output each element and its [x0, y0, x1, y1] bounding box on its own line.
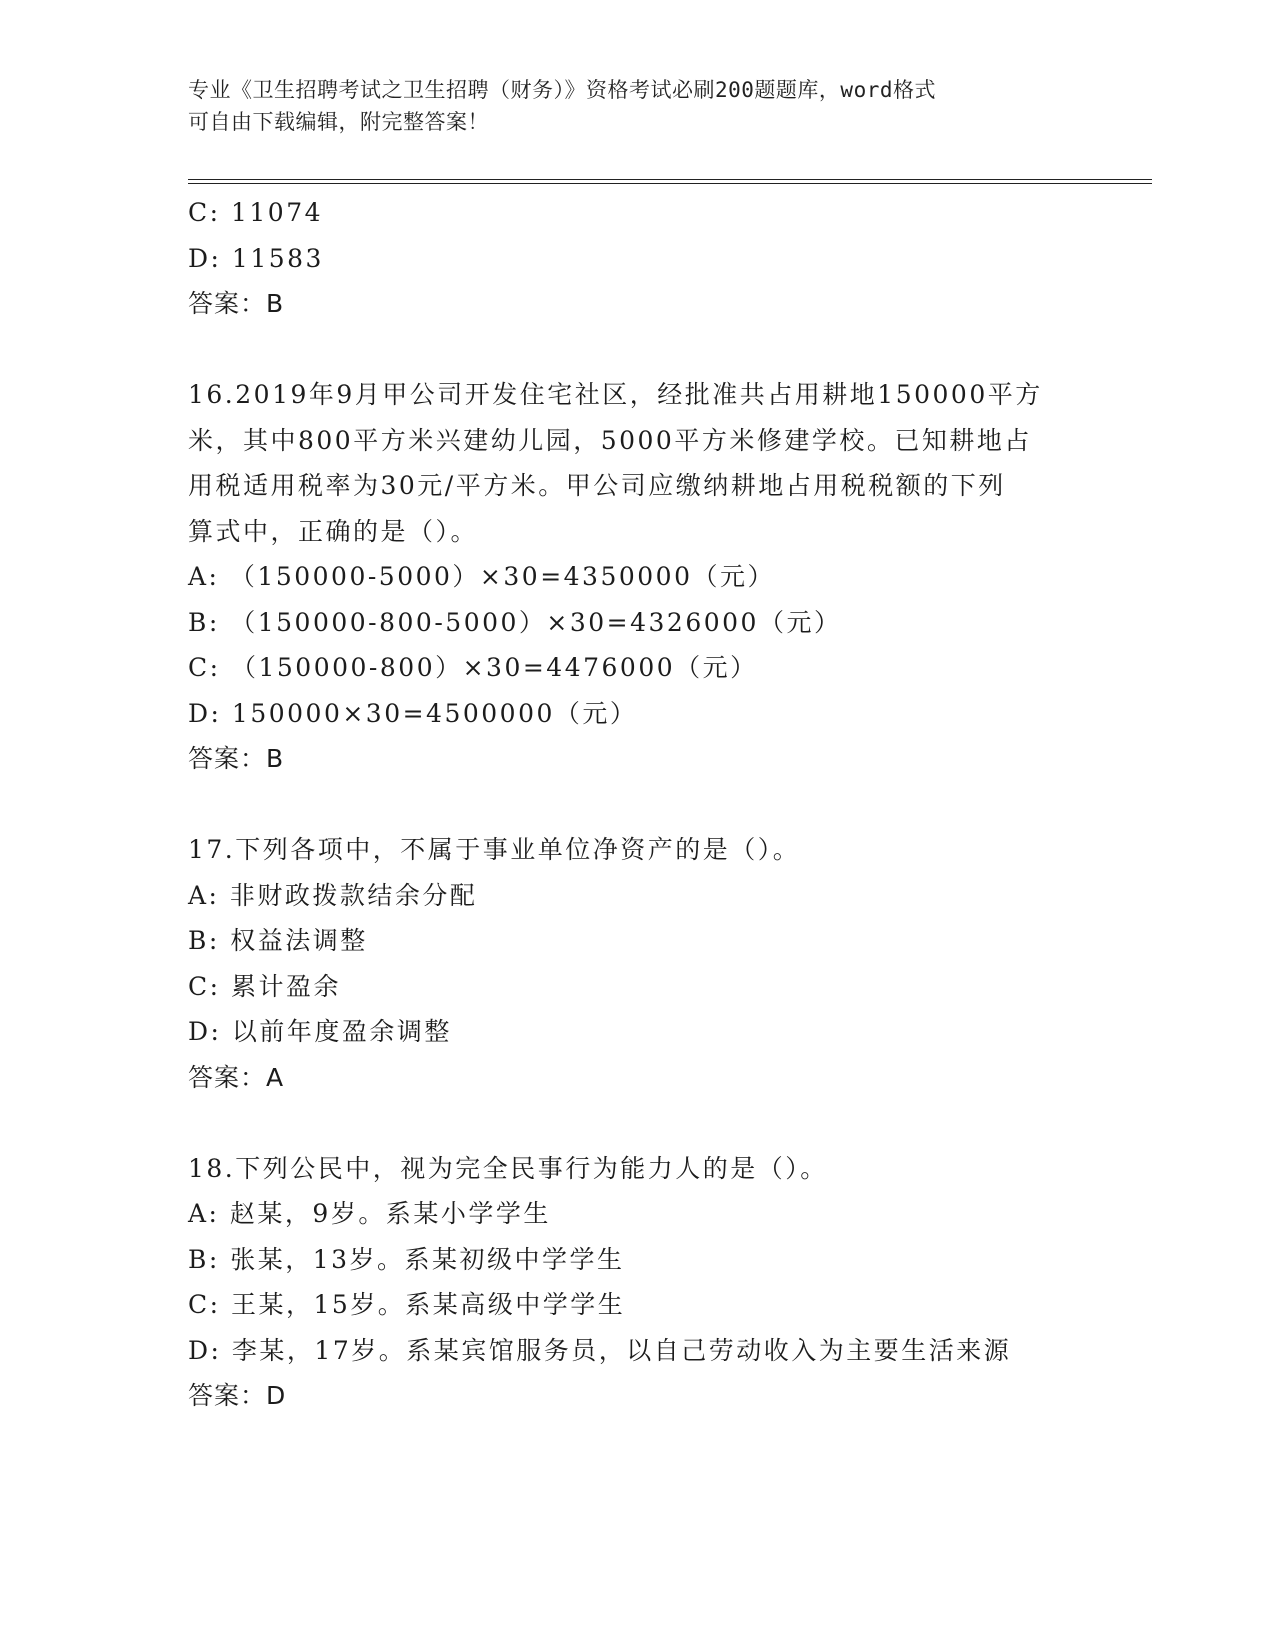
answer-label: 答案：B	[188, 289, 285, 318]
option-c: C: 累计盈余	[188, 971, 341, 1001]
option-c: C: 王某，15岁。系某高级中学学生	[188, 1290, 626, 1319]
question-stem-line: 17.下列各项中，不属于事业单位净资产的是（）。	[188, 835, 801, 864]
option-c: C: （150000-800）×30=4476000（元）	[188, 653, 758, 682]
answer-label: 答案：B	[188, 744, 285, 773]
option-d: D: 以前年度盈余调整	[188, 1017, 452, 1046]
question-16	[188, 372, 1088, 782]
document-body	[188, 190, 1088, 1419]
option-b: B: 权益法调整	[188, 926, 368, 955]
option-a: A: 赵某，9岁。系某小学学生	[188, 1199, 551, 1228]
spacer	[188, 782, 1088, 828]
header-divider-bottom	[188, 183, 1152, 184]
question-stem-line: 16.2019年9月甲公司开发住宅社区，经批准共占用耕地150000平方	[188, 380, 1043, 409]
question-15-tail	[188, 190, 1088, 327]
document-header	[188, 74, 1088, 138]
question-17	[188, 827, 1088, 1100]
option-d: D: 李某，17岁。系某宾馆服务员，以自己劳动收入为主要生活来源	[188, 1335, 1012, 1365]
question-stem-line: 用税适用税率为30元/平方米。甲公司应缴纳耕地占用税税额的下列	[188, 471, 1006, 500]
header-title-line-2: 可自由下载编辑，附完整答案！	[188, 110, 489, 134]
spacer	[188, 327, 1088, 373]
answer-label: 答案：D	[188, 1381, 287, 1410]
option-a: A: （150000-5000）×30=4350000（元）	[188, 562, 775, 591]
header-title-line-1: 专业《卫生招聘考试之卫生招聘（财务）》资格考试必刷200题题库，word格式	[188, 78, 936, 102]
option-b: B: （150000-800-5000）×30=4326000（元）	[188, 607, 842, 637]
answer-label: 答案：A	[188, 1062, 285, 1092]
question-stem-line: 18.下列公民中，视为完全民事行为能力人的是（）。	[188, 1153, 828, 1183]
question-stem-line: 算式中，正确的是（）。	[188, 516, 479, 546]
spacer	[188, 1100, 1088, 1146]
option-b: B: 张某，13岁。系某初级中学学生	[188, 1244, 625, 1274]
question-stem-line: 米，其中800平方米兴建幼儿园，5000平方米修建学校。已知耕地占	[188, 425, 1032, 455]
option-d: D: 150000×30=4500000（元）	[188, 698, 638, 728]
option-d: D: 11583	[188, 243, 324, 273]
option-a: A: 非财政拨款结余分配	[188, 880, 478, 910]
header-divider-top	[188, 179, 1152, 180]
question-18	[188, 1146, 1088, 1419]
option-c: C: 11074	[188, 198, 324, 227]
